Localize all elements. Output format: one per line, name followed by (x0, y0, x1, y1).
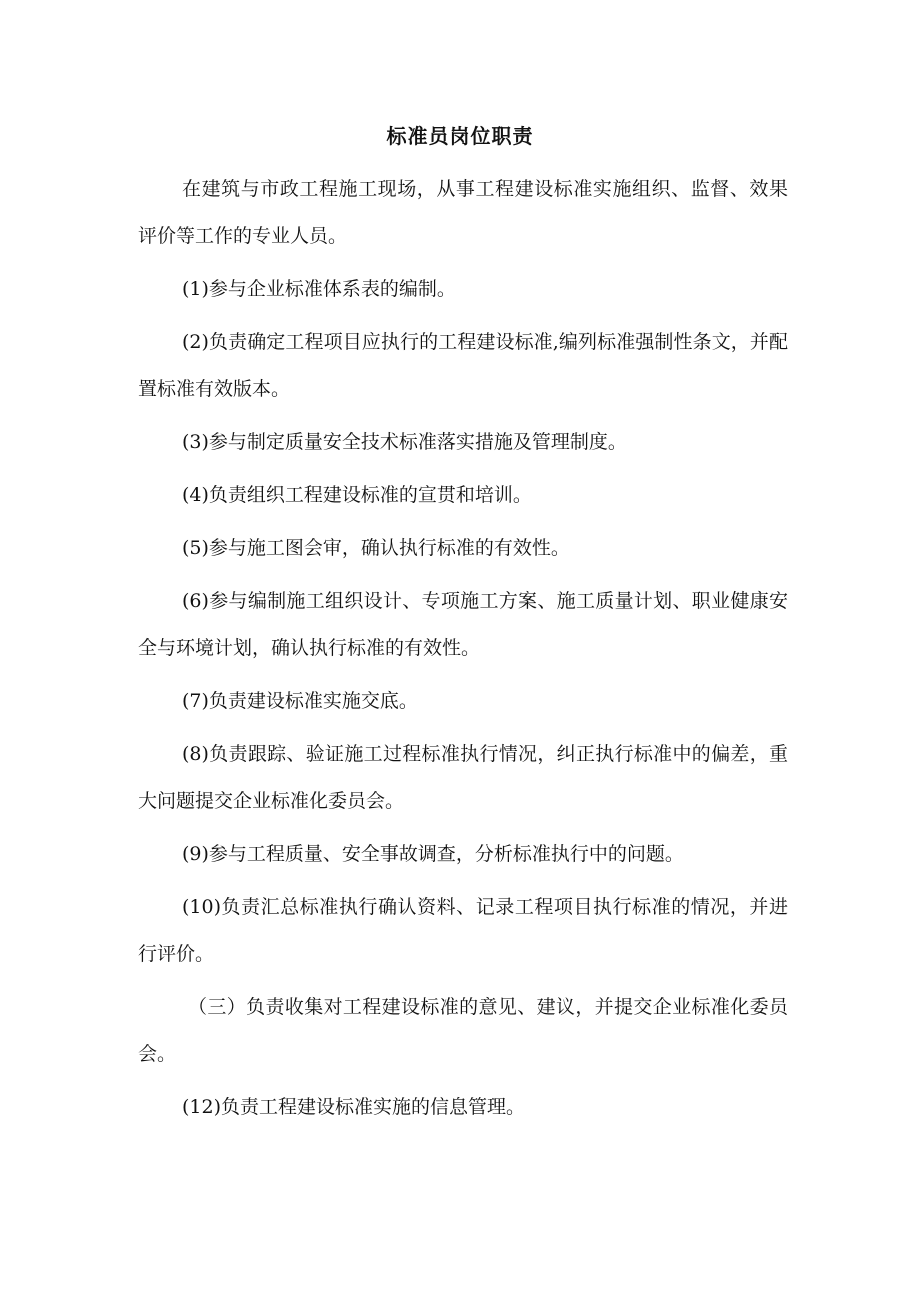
duty-item-11: （三）负责收集对工程建设标准的意见、建议，并提交企业标准化委员会。 (138, 996, 788, 1065)
document-body (138, 166, 788, 1131)
intro-paragraph: 在建筑与市政工程施工现场，从事工程建设标准实施组织、监督、效果评价等工作的专业人员。 (138, 178, 788, 247)
duty-item-1: (1)参与企业标准体系表的编制。 (182, 278, 456, 300)
duty-item-5: (5)参与施工图会审，确认执行标准的有效性。 (182, 537, 570, 559)
duty-item-3: (3)参与制定质量安全技术标准落实措施及管理制度。 (182, 431, 627, 453)
duty-item-8: (8)负责跟踪、验证施工过程标准执行情况，纠正执行标准中的偏差，重大问题提交企业标准化委员会。 (138, 743, 788, 812)
duty-item-12: (12)负责工程建设标准实施的信息管理。 (182, 1096, 526, 1118)
duty-item-2: (2)负责确定工程项目应执行的工程建设标准,编列标准强制性条文，并配置标准有效版本。 (138, 331, 788, 400)
duty-item-7: (7)负责建设标准实施交底。 (182, 690, 418, 712)
duty-item-4: (4)负责组织工程建设标准的宣贯和培训。 (182, 484, 532, 506)
duty-item-6: (6)参与编制施工组织设计、专项施工方案、施工质量计划、职业健康安全与环境计划，确认执行标准的有效性。 (138, 590, 788, 659)
duty-item-10: (10)负责汇总标准执行确认资料、记录工程项目执行标准的情况，并进行评价。 (138, 896, 788, 965)
document-title: 标准员岗位职责 (386, 124, 534, 148)
duty-item-9: (9)参与工程质量、安全事故调查，分析标准执行中的问题。 (182, 843, 684, 865)
